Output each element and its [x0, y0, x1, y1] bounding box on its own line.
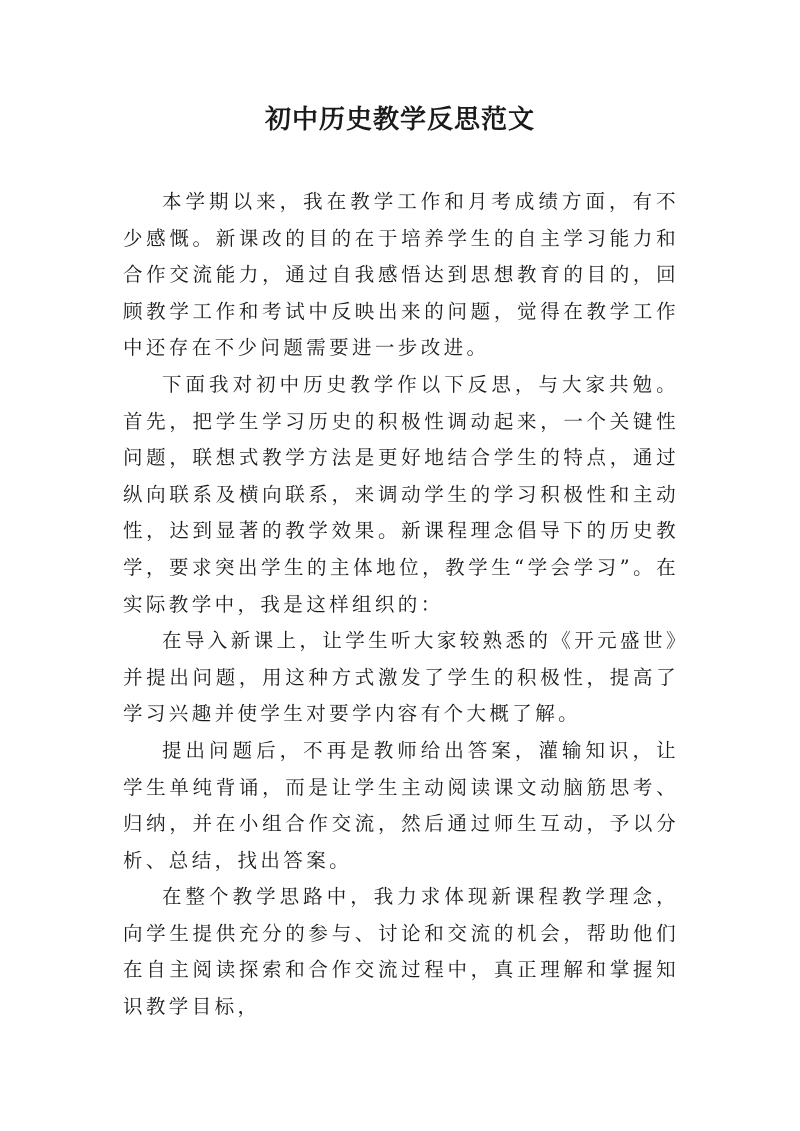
paragraph-5: 在整个教学思路中，我力求体现新课程教学理念，向学生提供充分的参与、讨论和交流的机会，帮助他们在自主阅读探索和合作交流过程中，真正理解和掌握知识教学目标，: [123, 885, 679, 1019]
paragraph-1: 本学期以来，我在教学工作和月考成绩方面，有不少感慨。新课改的目的在于培养学生的自主学习能力和合作交流能力，通过自我感悟达到思想教育的目的，回顾教学工作和考试中反映出来的问题，觉得在教学工作中还存在不少问题需要进一步改进。: [123, 190, 679, 360]
document-body: [123, 184, 679, 1026]
paragraph-4: 提出问题后，不再是教师给出答案，灌输知识，让学生单纯背诵，而是让学生主动阅读课文动脑筋思考、归纳，并在小组合作交流，然后通过师生互动，予以分析、总结，找出答案。: [123, 738, 679, 872]
paragraph-3: 在导入新课上，让学生听大家较熟悉的《开元盛世》并提出问题，用这种方式激发了学生的积极性，提高了学习兴趣并使学生对要学内容有个大概了解。: [123, 629, 679, 726]
document-title: 初中历史教学反思范文: [264, 105, 535, 135]
paragraph-2: 下面我对初中历史教学作以下反思，与大家共勉。首先，把学生学习历史的积极性调动起来，一个关键性问题，联想式教学方法是更好地结合学生的特点，通过纵向联系及横向联系，来调动学生的学习积极性和主动性，达到显著的教学效果。新课程理念倡导下的历史教学，要求突出学生的主体地位，教学生“学会学习”。在实际教学中，我是这样组织的：: [123, 372, 679, 616]
